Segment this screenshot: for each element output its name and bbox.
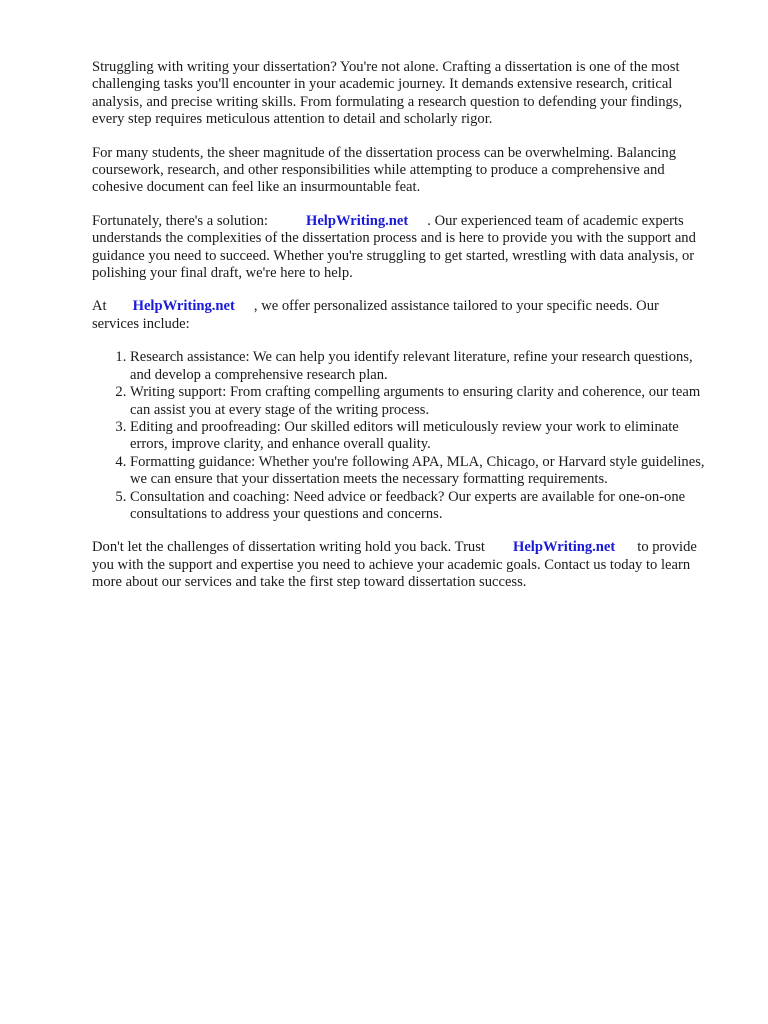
list-item: 5. Consultation and coaching: Need advice or feedback? Our experts are available for one-on-one consultations to address your questions and concerns.	[130, 489, 708, 524]
services-intro-paragraph	[92, 298, 708, 333]
solution-text-after: . Our experienced team of academic experts understands the complexities of the dissertation process and is here to provide you with the support and guidance you need to succeed. Whether you're struggling to get started, wrestling with data analysis, or polishing your final draft, we're here to help.	[92, 212, 696, 282]
solution-text-before: Fortunately, there's a solution:	[92, 212, 268, 229]
list-item: 3. Editing and proofreading: Our skilled editors will meticulously review your work to eliminate errors, improve clarity, and enhance overall quality.	[130, 419, 708, 454]
intro-paragraph: Struggling with writing your dissertation? You're not alone. Crafting a dissertation is one of the most challenging tasks you'll encounter in your academic journey. It demands extensive research, critical analysis, and precise writing skills. From formulating a research question to defending your findings, every step requires meticulous attention to detail and scholarly rigor.	[92, 59, 683, 128]
list-item: 4. Formatting guidance: Whether you're following APA, MLA, Chicago, or Harvard style guidelines, we can ensure that your dissertation meets the necessary formatting requirements.	[130, 454, 708, 489]
services-text-after: , we offer personalized assistance tailored to your specific needs. Our services include:	[92, 298, 659, 332]
closing-text-before: Don't let the challenges of dissertation writing hold you back. Trust	[92, 539, 485, 556]
services-text-before: At	[92, 298, 107, 315]
services-list	[92, 349, 708, 523]
helpwriting-link[interactable]: HelpWriting.net	[305, 212, 409, 229]
closing-paragraph	[92, 539, 708, 591]
closing-text-after: to provide you with the support and expertise you need to achieve your academic goals. Contact us today to learn more about our services and take the first step toward dissertation success.	[92, 539, 697, 591]
solution-paragraph	[92, 213, 708, 283]
helpwriting-link[interactable]: HelpWriting.net	[512, 539, 616, 556]
overwhelm-paragraph: For many students, the sheer magnitude of the dissertation process can be overwhelming. Balancing coursework, research, and other responsibilities while attempting to produce a comprehensive and cohesive document can feel like an insurmountable feat.	[92, 144, 677, 196]
list-item: 2. Writing support: From crafting compelling arguments to ensuring clarity and coherence, our team can assist you at every stage of the writing process.	[130, 384, 708, 419]
helpwriting-link[interactable]: HelpWriting.net	[132, 298, 235, 315]
list-item: 1. Research assistance: We can help you identify relevant literature, refine your research questions, and develop a comprehensive research plan.	[130, 349, 708, 384]
